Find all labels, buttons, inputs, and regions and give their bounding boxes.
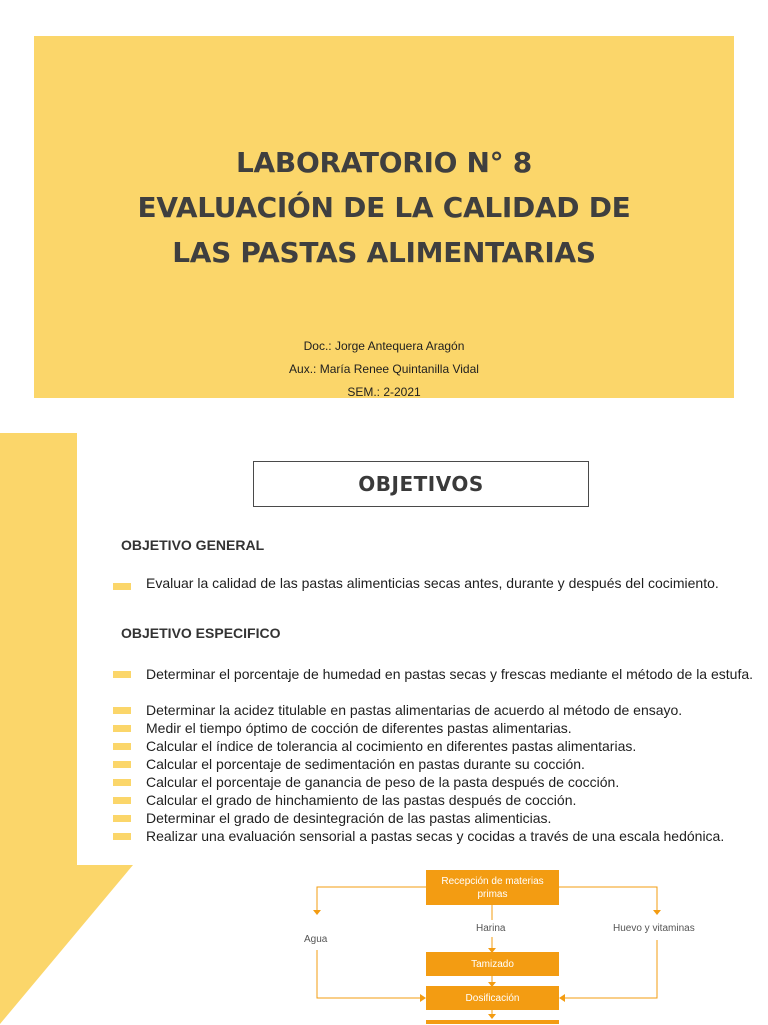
arrowhead-icon (488, 1014, 496, 1019)
specific-objective-item: Determinar la acidez titulable en pastas alimentarias de acuerdo al método de ensayo. (146, 702, 683, 718)
specific-objective-item: Calcular el grado de hinchamiento de las pastas después de cocción. (146, 792, 577, 808)
general-objective-text: Evaluar la calidad de las pastas alimenticias secas antes, durante y después del cocimiento. (146, 575, 719, 591)
flow-label-flour: Harina (476, 923, 506, 934)
title-line-2: EVALUACIÓN DE LA CALIDAD DE (137, 191, 631, 224)
flow-step-sifting: Tamizado (426, 952, 559, 976)
connector-huevo-dosificacion (564, 940, 657, 998)
doc-name: Doc.: Jorge Antequera Aragón (303, 339, 465, 353)
connector-to-huevo (559, 887, 657, 910)
flow-step-next (426, 1020, 559, 1024)
arrowhead-icon (313, 910, 321, 915)
flow-step-reception: Recepción de materias primas (426, 870, 559, 905)
arrowhead-icon (653, 910, 661, 915)
objectives-title-box: OBJETIVOS (253, 461, 589, 507)
arrowhead-icon (559, 994, 565, 1002)
specific-objective-item: Calcular el porcentaje de sedimentación en pastas durante su cocción. (146, 756, 585, 772)
flow-label-water: Agua (304, 934, 328, 945)
specific-objective-heading: OBJETIVO ESPECIFICO (121, 625, 281, 641)
connector-agua-dosificacion (317, 950, 420, 998)
flow-step-dosing: Dosificación (426, 986, 559, 1010)
specific-objective-item: Medir el tiempo óptimo de cocción de diferentes pastas alimentarias. (146, 720, 572, 736)
flow-label-egg: Huevo y vitaminas (613, 923, 695, 934)
specific-objective-item: Determinar el porcentaje de humedad en pastas secas y frescas mediante el método de la estufa. (146, 666, 754, 682)
specific-objective-item: Realizar una evaluación sensorial a pastas secas y cocidas a través de una escala hedónica. (146, 828, 725, 844)
title-line-1: LABORATORIO N° 8 (235, 146, 532, 179)
title-line-3: LAS PASTAS ALIMENTARIAS (172, 236, 596, 269)
aux-name: Aux.: María Renee Quintanilla Vidal (289, 362, 479, 376)
specific-objective-item: Calcular el índice de tolerancia al cocimiento en diferentes pastas alimentarias. (146, 738, 637, 754)
connector-to-agua (317, 887, 426, 910)
specific-objective-item: Determinar el grado de desintegración de las pastas alimenticias. (146, 810, 552, 826)
specific-objective-item: Calcular el porcentaje de ganancia de peso de la pasta después de cocción. (146, 774, 620, 790)
semester: SEM.: 2-2021 (347, 385, 421, 399)
general-objective-heading: OBJETIVO GENERAL (121, 537, 265, 553)
